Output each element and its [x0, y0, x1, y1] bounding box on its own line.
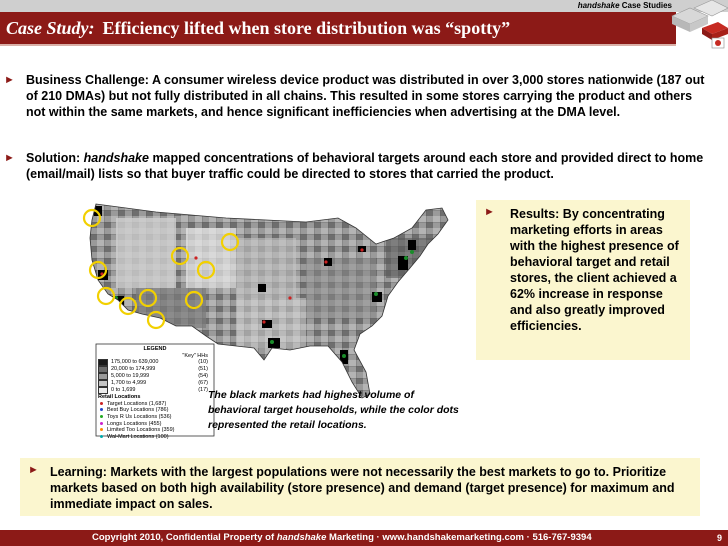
learning-text: Learning: Markets with the largest populations were not necessarily the best markets to go to. Prioritize markets based on both high availability (store presence) and demand (target presence) for maximum and immediate impact on sales.	[50, 465, 675, 511]
legend-swatch	[98, 359, 108, 366]
legend-range-count: (51)	[198, 366, 208, 373]
handshake-logo-icon	[668, 0, 728, 50]
results-text: Results: By concentrating marketing efforts in areas with the highest presence of behavioral target and retail stores, the client achieved a 62% increase in response and also greatly improved efficiencies.	[510, 207, 679, 333]
title-text: Efficiency lifted when store distribution was “spotty”	[102, 18, 511, 38]
page-number: 9	[716, 533, 722, 543]
title-prefix: Case Study:	[6, 18, 95, 38]
legend-retail-list	[98, 401, 212, 441]
results-box	[476, 200, 690, 360]
footer-prefix: Copyright 2010, Confidential Property of	[92, 532, 275, 543]
legend-swatch	[98, 373, 108, 380]
legend-retail-label: Toys R Us Locations (536)	[107, 413, 172, 420]
legend-range-label: 1,700 to 4,999	[111, 380, 147, 387]
legend-range-count: (67)	[198, 380, 208, 387]
legend-dot-icon	[100, 415, 103, 418]
legend-swatch	[98, 380, 108, 387]
legend-range-count: (10)	[198, 359, 208, 366]
legend-range-label: 20,000 to 174,999	[111, 366, 156, 373]
legend-retail-row	[98, 414, 212, 421]
bullet-arrow-icon: ►	[484, 206, 495, 218]
legend-range-count: (17)	[198, 387, 208, 394]
legend-range-row	[98, 380, 212, 387]
legend-retail-row	[98, 434, 212, 441]
bullet-arrow-icon: ►	[4, 74, 15, 86]
map-caption: The black markets had highest volume of behavioral target households, while the color dots represented the retail locations.	[208, 389, 459, 431]
footer-copyright	[92, 530, 592, 546]
legend-retail-title: Retail Locations	[98, 394, 141, 401]
footer-bar	[0, 530, 728, 546]
footer-suffix: Marketing · www.handshakemarketing.com · 516-767-9394	[329, 532, 592, 543]
legend-range-row	[98, 373, 212, 380]
legend-retail-row	[98, 427, 212, 434]
map-legend-text	[98, 346, 212, 440]
legend-title: LEGEND	[143, 346, 167, 352]
brand-name: handshake	[577, 1, 620, 10]
legend-retail-label: Wal-Mart Locations (100)	[107, 433, 169, 440]
legend-dot-icon	[100, 402, 103, 405]
legend-retail-row	[98, 407, 212, 414]
solution-brand: handshake	[83, 151, 149, 165]
business-challenge-bullet	[4, 72, 706, 120]
legend-retail-label: Limited Too Locations (359)	[107, 427, 175, 434]
solution-text: mapped concentrations of behavioral targets around each store and provided direct to home (email/mail) lists so that buyer traffic could be directed to stores that carried the product.	[26, 151, 704, 181]
legend-retail-row	[98, 421, 212, 428]
legend-dot-icon	[100, 428, 103, 431]
legend-dot-icon	[100, 435, 103, 438]
brand-label	[578, 0, 672, 12]
legend-dot-icon	[100, 408, 103, 411]
legend-range-label: 0 to 1,699	[111, 387, 136, 394]
legend-swatch	[98, 387, 108, 394]
legend-column-header: "Key" HHs	[182, 352, 208, 359]
legend-range-row	[98, 359, 212, 366]
legend-range-label: 175,000 to 639,000	[111, 359, 159, 366]
legend-swatch	[98, 366, 108, 373]
legend-retail-row	[98, 401, 212, 408]
legend-range-list	[98, 359, 212, 394]
legend-dot-icon	[100, 422, 103, 425]
footer-brand: handshake	[276, 532, 327, 543]
solution-bullet	[4, 150, 706, 182]
bullet-arrow-icon: ►	[4, 152, 15, 164]
legend-range-count: (54)	[198, 373, 208, 380]
solution-label: Solution:	[26, 151, 81, 165]
legend-retail-label: Target Locations (1,687)	[107, 400, 167, 407]
legend-range-row	[98, 387, 212, 394]
learning-box	[20, 458, 700, 516]
page-title	[6, 17, 510, 39]
legend-retail-label: Longs Locations (455)	[107, 420, 162, 427]
business-challenge-text: Business Challenge: A consumer wireless device product was distributed in over 3,000 stores nationwide (187 out of 210 DMAs) but not fully distributed in all chains. This resulted in some stores carrying the product and others not within the same markets, and hence significant inefficiencies when advertising at the DMA level.	[26, 73, 705, 119]
title-bar	[0, 12, 676, 46]
legend-range-row	[98, 366, 212, 373]
bullet-arrow-icon: ►	[28, 464, 39, 476]
legend-retail-label: Best Buy Locations (786)	[107, 407, 169, 414]
legend-range-label: 5,000 to 19,999	[111, 373, 150, 380]
brand-suffix: Case Studies	[621, 1, 672, 10]
